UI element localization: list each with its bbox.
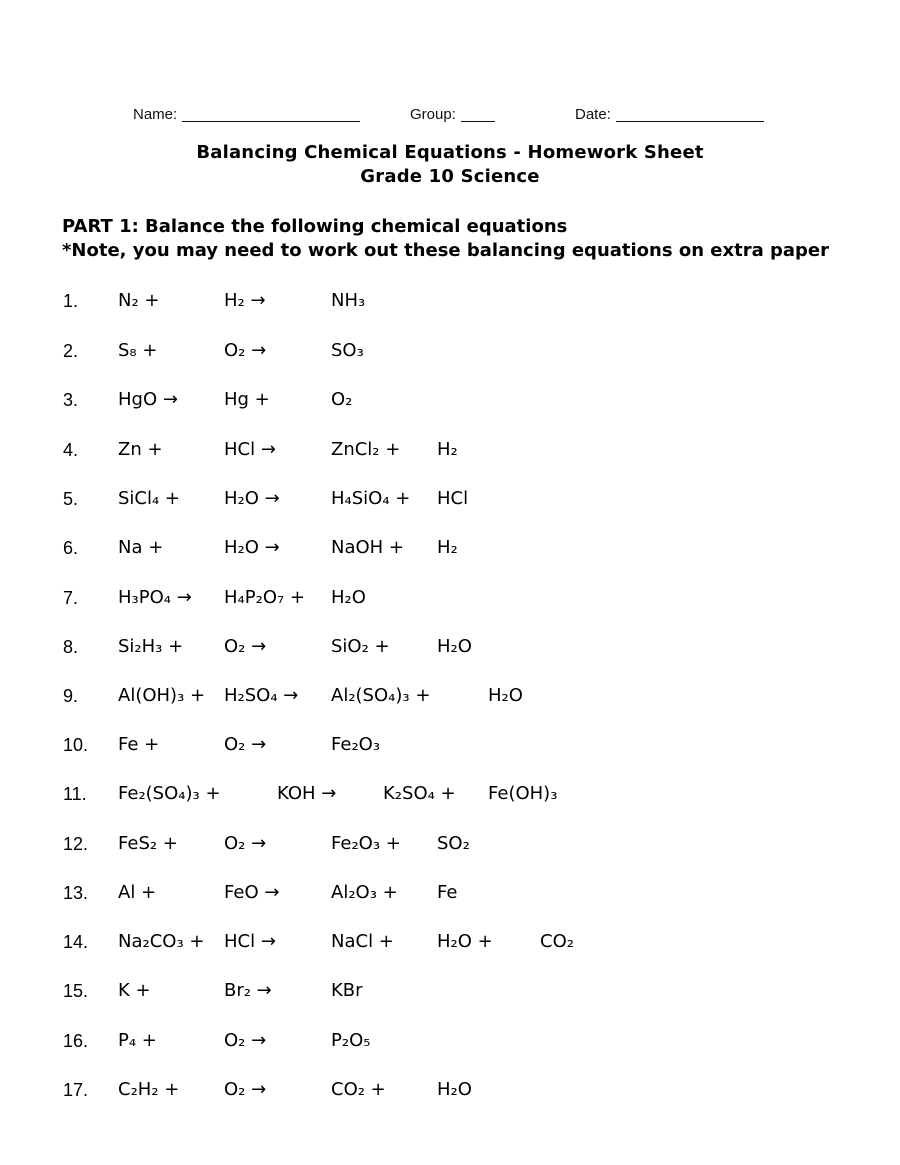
- equation-term: H₂O +: [437, 931, 493, 952]
- equation-number: 10.: [63, 735, 89, 755]
- equation-term: K₂SO₄ +: [383, 783, 456, 804]
- equation-row: [0, 832, 900, 858]
- equation-number: 6.: [63, 538, 79, 558]
- equation-term: KOH →: [277, 783, 337, 804]
- equation-term: Br₂ →: [224, 980, 272, 1001]
- equation-term: Fe₂O₃: [331, 734, 381, 755]
- part1-note: *Note, you may need to work out these balancing equations on extra paper: [62, 240, 830, 261]
- equation-term: HCl →: [224, 439, 276, 460]
- equation-term: Fe₂O₃ +: [331, 833, 401, 854]
- equation-number: 2.: [63, 341, 79, 361]
- equation-term: H₂O: [331, 587, 366, 608]
- equation-term: HCl →: [224, 931, 276, 952]
- equation-term: CO₂ +: [331, 1079, 386, 1100]
- equation-number: 16.: [63, 1031, 89, 1051]
- equation-term: H₂O →: [224, 537, 280, 558]
- group-label: Group:: [410, 106, 456, 123]
- equation-term: ZnCl₂ +: [331, 439, 401, 460]
- equation-number: 4.: [63, 440, 79, 460]
- equation-term: NaCl +: [331, 931, 394, 952]
- equation-term: H₂: [437, 439, 458, 460]
- equation-number: 13.: [63, 883, 89, 903]
- date-blank-line: [616, 120, 764, 122]
- equation-term: HCl: [437, 488, 469, 509]
- group-field: [410, 105, 495, 125]
- equation-row: [0, 930, 900, 956]
- equation-row: [0, 487, 900, 513]
- equation-number: 12.: [63, 834, 89, 854]
- equation-row: [0, 388, 900, 414]
- equation-term: Zn +: [118, 439, 163, 460]
- equation-row: [0, 733, 900, 759]
- date-field: [575, 105, 764, 125]
- equation-term: SO₂: [437, 833, 470, 854]
- equation-term: SiO₂ +: [331, 636, 390, 657]
- equation-term: H₂O: [437, 1079, 472, 1100]
- equation-term: H₂O →: [224, 488, 280, 509]
- equation-term: Na₂CO₃ +: [118, 931, 205, 952]
- equation-term: H₄SiO₄ +: [331, 488, 411, 509]
- worksheet-title: [0, 141, 900, 189]
- equation-term: Hg +: [224, 389, 270, 410]
- equation-term: Al(OH)₃ +: [118, 685, 206, 706]
- equation-term: H₂O: [488, 685, 523, 706]
- equation-term: Fe +: [118, 734, 160, 755]
- equation-term: P₂O₅: [331, 1030, 371, 1051]
- equation-row: [0, 979, 900, 1005]
- equation-term: O₂ →: [224, 1079, 267, 1100]
- header-fields: [0, 105, 900, 127]
- equation-term: Na +: [118, 537, 164, 558]
- equation-term: Fe(OH)₃: [488, 783, 558, 804]
- equation-number: 3.: [63, 390, 79, 410]
- equation-term: SO₃: [331, 340, 364, 361]
- equation-number: 5.: [63, 489, 79, 509]
- equation-term: C₂H₂ +: [118, 1079, 180, 1100]
- equation-term: H₃PO₄ →: [118, 587, 192, 608]
- part1-heading: PART 1: Balance the following chemical equations: [62, 216, 568, 237]
- equation-term: O₂ →: [224, 734, 267, 755]
- equation-term: O₂: [331, 389, 353, 410]
- equation-number: 8.: [63, 637, 79, 657]
- equation-number: 9.: [63, 686, 79, 706]
- equation-row: [0, 782, 900, 808]
- equation-term: Fe₂(SO₄)₃ +: [118, 783, 221, 804]
- equation-term: Si₂H₃ +: [118, 636, 184, 657]
- equation-row: [0, 289, 900, 315]
- equation-row: [0, 586, 900, 612]
- equation-term: Al₂O₃ +: [331, 882, 398, 903]
- equation-term: FeS₂ +: [118, 833, 178, 854]
- equation-term: FeO →: [224, 882, 280, 903]
- equation-term: HgO →: [118, 389, 178, 410]
- equation-row: [0, 684, 900, 710]
- name-field: [133, 105, 360, 125]
- equation-number: 15.: [63, 981, 89, 1001]
- equation-term: H₂: [437, 537, 458, 558]
- equation-term: H₂SO₄ →: [224, 685, 299, 706]
- equation-term: H₂O: [437, 636, 472, 657]
- equation-term: SiCl₄ +: [118, 488, 181, 509]
- equation-term: O₂ →: [224, 340, 267, 361]
- name-label: Name:: [133, 106, 178, 123]
- name-blank-line: [182, 120, 360, 122]
- equation-term: Al +: [118, 882, 157, 903]
- equation-row: [0, 1029, 900, 1055]
- equation-term: S₈ +: [118, 340, 158, 361]
- equation-row: [0, 536, 900, 562]
- equation-term: H₂ →: [224, 290, 266, 311]
- equation-term: CO₂: [540, 931, 574, 952]
- equation-number: 1.: [63, 291, 79, 311]
- equation-term: P₄ +: [118, 1030, 157, 1051]
- equation-row: [0, 1078, 900, 1104]
- equation-row: [0, 438, 900, 464]
- equation-number: 14.: [63, 932, 89, 952]
- equation-term: O₂ →: [224, 833, 267, 854]
- date-label: Date:: [575, 106, 611, 123]
- equation-row: [0, 339, 900, 365]
- equation-row: [0, 881, 900, 907]
- title-line-1: Balancing Chemical Equations - Homework Sheet: [196, 142, 704, 163]
- equation-term: O₂ →: [224, 636, 267, 657]
- equation-term: NaOH +: [331, 537, 405, 558]
- group-blank-line: [461, 120, 495, 122]
- equation-number: 11.: [63, 784, 87, 804]
- equation-term: KBr: [331, 980, 363, 1001]
- equation-term: Fe: [437, 882, 458, 903]
- equation-number: 7.: [63, 588, 79, 608]
- equation-term: H₄P₂O₇ +: [224, 587, 306, 608]
- equation-term: N₂ +: [118, 290, 160, 311]
- title-line-2: Grade 10 Science: [360, 166, 540, 187]
- equation-term: Al₂(SO₄)₃ +: [331, 685, 431, 706]
- equation-term: O₂ →: [224, 1030, 267, 1051]
- equation-row: [0, 635, 900, 661]
- equation-term: K +: [118, 980, 151, 1001]
- equation-number: 17.: [63, 1080, 89, 1100]
- equation-term: NH₃: [331, 290, 366, 311]
